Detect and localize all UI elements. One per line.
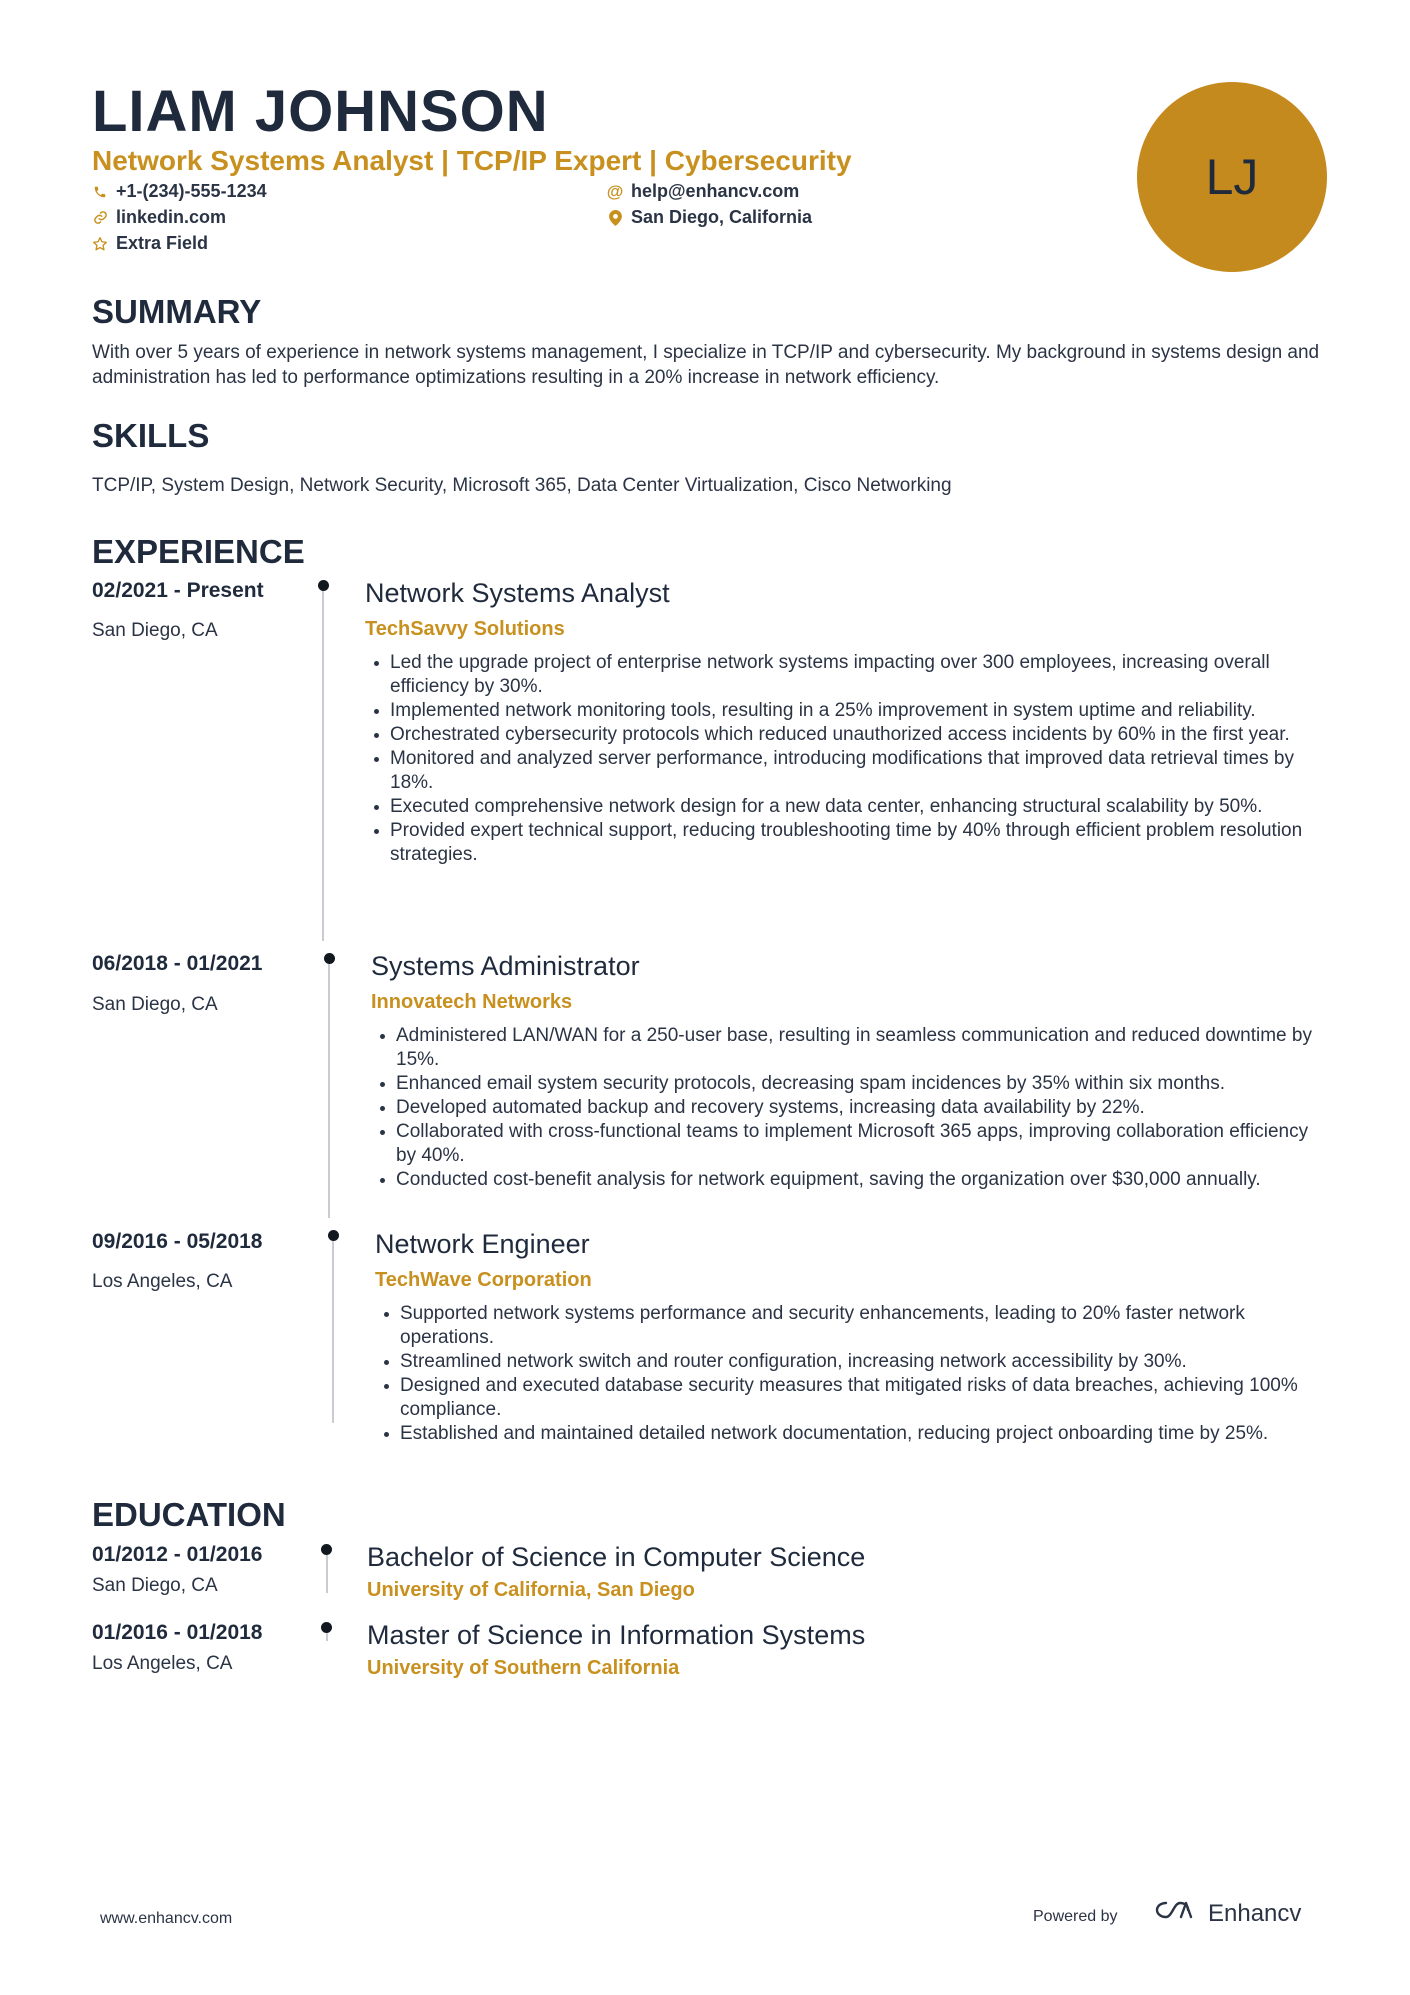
degree-title: Bachelor of Science in Computer Science [367,1542,866,1572]
job-dates: 09/2016 - 05/2018 [92,1230,263,1253]
list-item: Streamlined network switch and router configuration, increasing network accessibility by 30%. [380,1350,1330,1374]
job-company: TechSavvy Solutions [365,618,565,640]
extra-text: Extra Field [116,233,209,253]
phone-text: +1-(234)-555-1234 [116,181,267,201]
avatar-initials: LJ [1205,149,1259,205]
list-item: Led the upgrade project of enterprise network systems impacting over 300 employees, increasing overall efficiency by 30%. [370,651,1325,699]
list-item: Supported network systems performance and security enhancements, leading to 20% faster network operations. [380,1302,1330,1350]
list-item: Implemented network monitoring tools, resulting in a 25% improvement in system uptime and reliability. [370,699,1325,723]
list-item: Provided expert technical support, reducing troubleshooting time by 40% through efficient problem resolution strategies. [370,819,1325,867]
email-text: help@enhancv.com [631,181,800,201]
list-item: Orchestrated cybersecurity protocols which reduced unauthorized access incidents by 60% in the first year. [370,723,1325,747]
list-item: Monitored and analyzed server performance, introducing modifications that improved data retrieval times by 18%. [370,747,1325,795]
job-company: Innovatech Networks [371,991,573,1013]
job-title: Network Systems Analyst [365,578,670,608]
summary-text: With over 5 years of experience in network systems management, I specialize in TCP/IP and cybersecurity. My background in systems design and administration has led to performance optimizations resulting in a 20% increase in network efficiency. [92,342,1320,388]
job-company: TechWave Corporation [375,1269,592,1291]
list-item: Administered LAN/WAN for a 250-user base, resulting in seamless communication and reduced downtime by 15%. [376,1024,1331,1072]
job-dates: 06/2018 - 01/2021 [92,952,263,975]
job-bullets [370,651,1325,867]
footer-powered-by: Powered by [1033,1908,1118,1925]
job-bullets [376,1024,1331,1192]
job-location: Los Angeles, CA [92,1271,233,1292]
star-icon [92,236,108,252]
timeline-dot [328,1230,339,1241]
footer-brand-logo[interactable] [1152,1898,1301,1929]
contact-email[interactable] [607,181,799,202]
link-icon [92,210,108,226]
job-dates: 02/2021 - Present [92,579,264,602]
timeline-line [328,962,330,1218]
location-text: San Diego, California [631,207,813,227]
timeline-line [322,590,324,941]
timeline-line [332,1238,334,1423]
job-location: San Diego, CA [92,620,218,641]
contact-extra [92,233,208,254]
linkedin-text: linkedin.com [116,207,227,227]
education-dates: 01/2012 - 01/2016 [92,1543,263,1566]
education-location: San Diego, CA [92,1575,218,1596]
list-item: Developed automated backup and recovery systems, increasing data availability by 22%. [376,1096,1331,1120]
list-item: Designed and executed database security measures that mitigated risks of data breaches, achieving 100% compliance. [380,1374,1330,1422]
job-bullets [380,1302,1330,1446]
education-heading: EDUCATION [92,1496,286,1533]
enhancv-logo-icon [1152,1898,1200,1929]
at-icon: @ [606,181,624,201]
avatar [1137,82,1327,272]
location-pin-icon [607,210,623,226]
education-location: Los Angeles, CA [92,1653,233,1674]
list-item: Enhanced email system security protocols, decreasing spam incidences by 35% within six months. [376,1072,1331,1096]
candidate-name: LIAM JOHNSON [92,79,549,144]
list-item: Established and maintained detailed network documentation, reducing project onboarding time by 25%. [380,1422,1330,1446]
timeline-dot [324,953,335,964]
timeline-dot [318,580,329,591]
job-title: Systems Administrator [371,951,640,981]
contact-linkedin[interactable] [92,207,226,228]
list-item: Collaborated with cross-functional teams to implement Microsoft 365 apps, improving collaboration efficiency by 40%. [376,1120,1331,1168]
timeline-line [326,1553,328,1593]
education-dates: 01/2016 - 01/2018 [92,1621,263,1644]
skills-heading: SKILLS [92,417,210,454]
list-item: Conducted cost-benefit analysis for network equipment, saving the organization over $30,000 annually. [376,1168,1331,1192]
contact-location [607,207,812,228]
contact-phone [92,181,267,202]
job-location: San Diego, CA [92,994,218,1015]
school-name: University of California, San Diego [367,1579,695,1601]
timeline-dot [321,1622,332,1633]
summary-heading: SUMMARY [92,293,262,330]
brand-name: Enhancv [1208,1899,1302,1927]
job-title: Network Engineer [375,1229,590,1259]
phone-icon [92,184,108,200]
school-name: University of Southern California [367,1657,680,1679]
footer-website-link[interactable]: www.enhancv.com [100,1910,233,1927]
skills-text: TCP/IP, System Design, Network Security, Microsoft 365, Data Center Virtualization, Cisco Networking [92,475,952,496]
degree-title: Master of Science in Information Systems [367,1620,866,1650]
timeline-dot [321,1544,332,1555]
list-item: Executed comprehensive network design for a new data center, enhancing structural scalability by 50%. [370,795,1325,819]
experience-heading: EXPERIENCE [92,533,305,570]
candidate-headline: Network Systems Analyst | TCP/IP Expert | Cybersecurity [92,145,852,176]
